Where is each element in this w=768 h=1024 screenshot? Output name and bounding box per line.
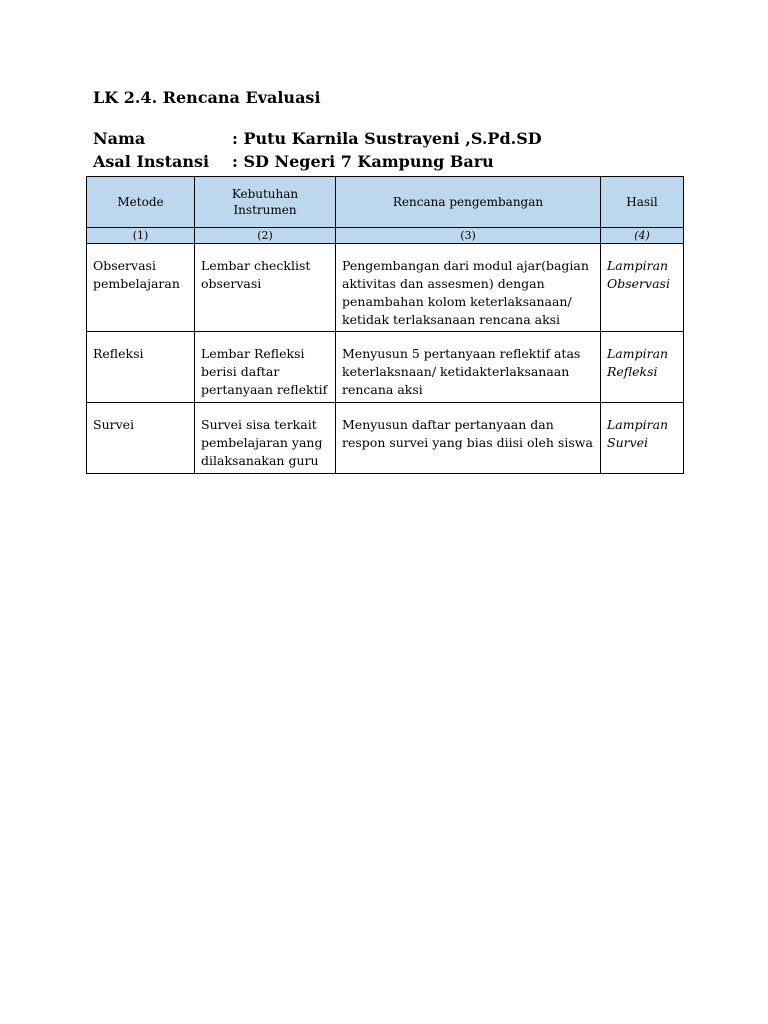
cell-instrumen: Lembar checklist observasi <box>195 244 336 332</box>
table-row <box>87 244 684 332</box>
cell-rencana: Menyusun daftar pertanyaan dan respon survei yang bias diisi oleh siswa <box>336 403 601 474</box>
document-title: LK 2.4. Rencana Evaluasi <box>93 88 321 107</box>
cell-rencana: Menyusun 5 pertanyaan reflektif atas keterlaksnaan/ ketidakterlaksanaan rencana aksi <box>336 332 601 403</box>
evaluation-table <box>86 176 684 474</box>
info-row-nama <box>93 129 542 148</box>
header-hasil: Hasil <box>601 177 684 228</box>
column-number-1: (1) <box>87 228 195 244</box>
info-label-nama: Nama <box>93 129 146 148</box>
info-value-nama: : Putu Karnila Sustrayeni ,S.Pd.SD <box>232 129 542 148</box>
cell-metode: Survei <box>87 403 195 474</box>
info-value-asal-instansi: : SD Negeri 7 Kampung Baru <box>232 152 494 171</box>
column-number-4: (4) <box>601 228 684 244</box>
cell-hasil: Lampiran Refleksi <box>601 332 684 403</box>
cell-instrumen: Survei sisa terkait pembelajaran yang dilaksanakan guru <box>195 403 336 474</box>
column-number-2: (2) <box>195 228 336 244</box>
cell-metode: Observasi pembelajaran <box>87 244 195 332</box>
cell-rencana: Pengembangan dari modul ajar(bagian aktivitas dan assesmen) dengan penambahan kolom keterlaksanaan/ ketidak terlaksanaan rencana aksi <box>336 244 601 332</box>
info-label-asal-instansi: Asal Instansi <box>93 152 210 171</box>
header-kebutuhan-instrumen: Kebutuhan Instrumen <box>195 177 336 228</box>
header-metode: Metode <box>87 177 195 228</box>
table-row <box>87 403 684 474</box>
header-rencana-pengembangan: Rencana pengembangan <box>336 177 601 228</box>
cell-metode: Refleksi <box>87 332 195 403</box>
cell-instrumen: Lembar Refleksi berisi daftar pertanyaan reflektif <box>195 332 336 403</box>
table-row <box>87 332 684 403</box>
table-number-row <box>87 228 684 244</box>
table-header-row <box>87 177 684 228</box>
cell-hasil: Lampiran Observasi <box>601 244 684 332</box>
cell-hasil: Lampiran Survei <box>601 403 684 474</box>
column-number-3: (3) <box>336 228 601 244</box>
info-row-asal-instansi <box>93 152 494 171</box>
